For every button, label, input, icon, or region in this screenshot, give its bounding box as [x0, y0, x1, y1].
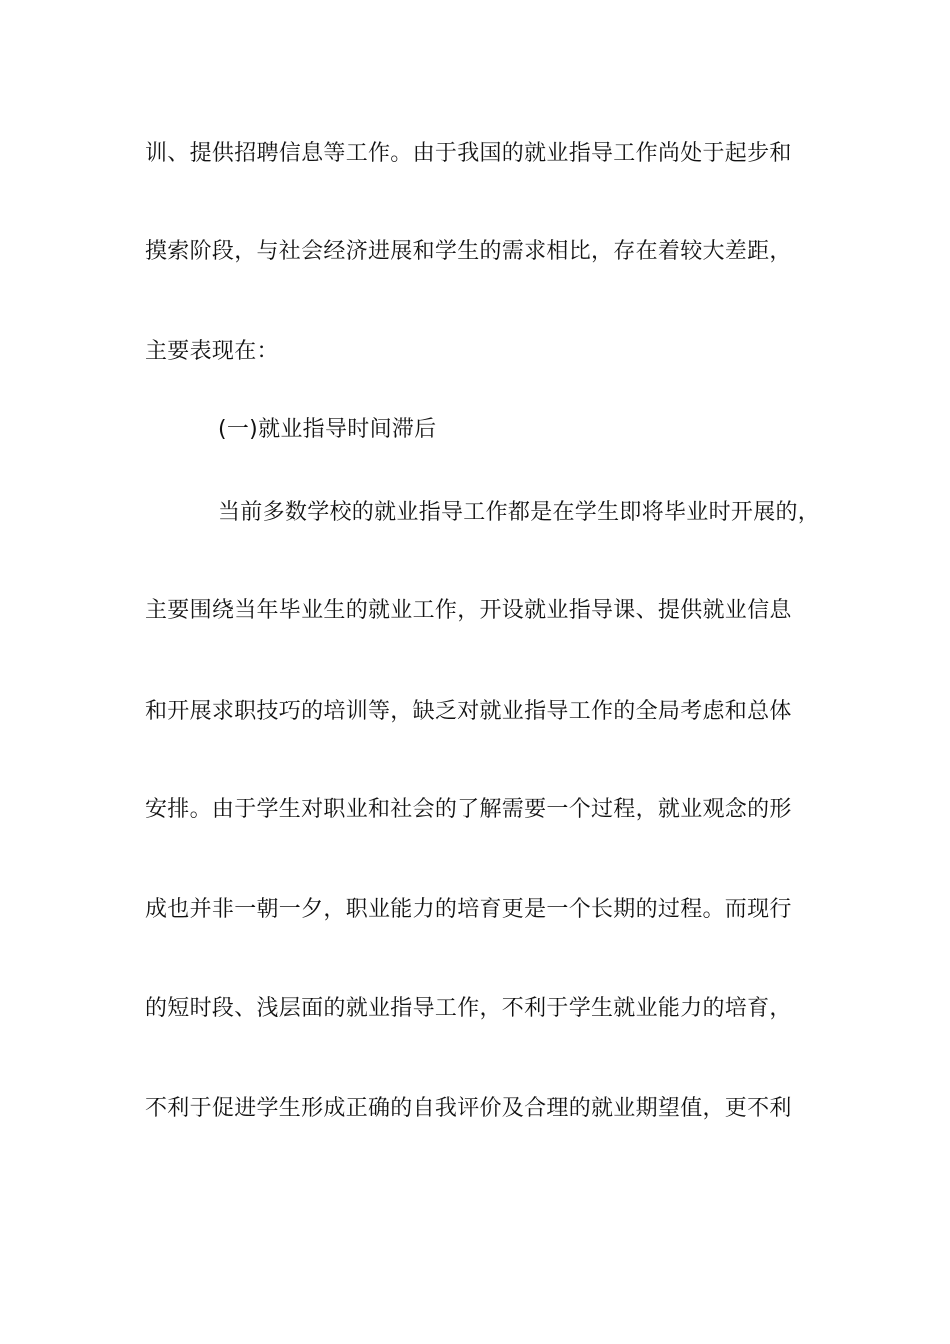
paragraph-line: 当前多数学校的就业指导工作都是在学生即将毕业时开展的， — [218, 500, 821, 525]
section-heading: (一)就业指导时间滞后 — [218, 417, 437, 442]
paragraph-line: 成也并非一朝一夕，职业能力的培育更是一个长期的过程。而现行 — [145, 897, 792, 922]
paragraph-line: 不利于促进学生形成正确的自我评价及合理的就业期望值，更不利 — [145, 1096, 792, 1121]
paragraph-line: 和开展求职技巧的培训等，缺乏对就业指导工作的全局考虑和总体 — [145, 699, 792, 724]
paragraph-line: 主要表现在： — [145, 339, 279, 364]
paragraph-line: 训、提供招聘信息等工作。由于我国的就业指导工作尚处于起步和 — [145, 141, 792, 166]
paragraph-line: 摸索阶段，与社会经济进展和学生的需求相比，存在着较大差距， — [145, 239, 792, 264]
paragraph-line: 的短时段、浅层面的就业指导工作，不利于学生就业能力的培育， — [145, 996, 792, 1021]
paragraph-line: 安排。由于学生对职业和社会的了解需要一个过程，就业观念的形 — [145, 797, 792, 822]
paragraph-line: 主要围绕当年毕业生的就业工作，开设就业指导课、提供就业信息 — [145, 598, 792, 623]
